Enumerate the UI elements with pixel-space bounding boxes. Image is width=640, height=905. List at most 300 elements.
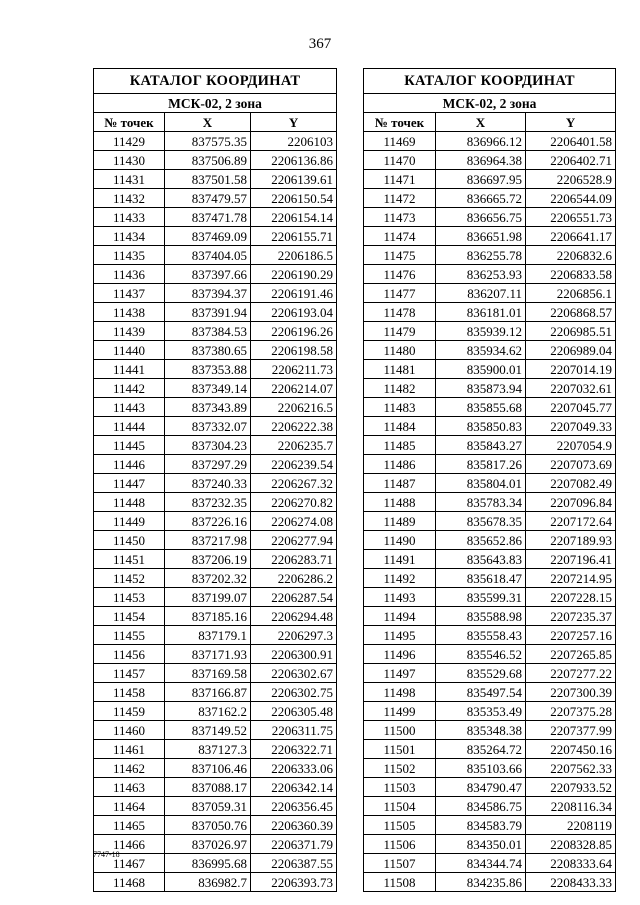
y-coordinate-cell: 2206333.06 <box>251 759 337 778</box>
table-row <box>364 512 616 531</box>
point-number-cell: 11455 <box>94 626 165 645</box>
table-row <box>94 455 337 474</box>
point-number-cell: 11492 <box>364 569 436 588</box>
table-row <box>364 341 616 360</box>
x-coordinate-cell: 837304.23 <box>165 436 251 455</box>
y-coordinate-cell: 2207014.19 <box>526 360 616 379</box>
page-number: 367 <box>308 36 332 52</box>
y-coordinate-cell: 2206856.1 <box>526 284 616 303</box>
point-number-cell: 11450 <box>94 531 165 550</box>
y-coordinate-cell: 2206270.82 <box>251 493 337 512</box>
x-coordinate-cell: 836665.72 <box>436 189 526 208</box>
x-coordinate-cell: 835783.34 <box>436 493 526 512</box>
table-row <box>94 550 337 569</box>
table-row <box>364 398 616 417</box>
point-number-cell: 11482 <box>364 379 436 398</box>
y-coordinate-cell: 2206103 <box>251 132 337 151</box>
x-coordinate-cell: 837059.31 <box>165 797 251 816</box>
table-row <box>94 284 337 303</box>
point-number-cell: 11483 <box>364 398 436 417</box>
y-coordinate-cell: 2206277.94 <box>251 531 337 550</box>
point-number-cell: 11477 <box>364 284 436 303</box>
point-number-cell: 11429 <box>94 132 165 151</box>
table-row <box>94 341 337 360</box>
point-number-cell: 11481 <box>364 360 436 379</box>
table-row <box>94 664 337 683</box>
y-coordinate-cell: 2207257.16 <box>526 626 616 645</box>
y-coordinate-cell: 2207172.64 <box>526 512 616 531</box>
table-subtitle: МСК-02, 2 зона <box>364 94 616 113</box>
point-number-cell: 11445 <box>94 436 165 455</box>
x-coordinate-cell: 834790.47 <box>436 778 526 797</box>
table-row <box>364 360 616 379</box>
x-coordinate-cell: 835900.01 <box>436 360 526 379</box>
table-row <box>364 721 616 740</box>
point-number-cell: 11456 <box>94 645 165 664</box>
point-number-cell: 11468 <box>94 873 165 892</box>
table-row <box>364 854 616 873</box>
table-row <box>364 189 616 208</box>
x-coordinate-cell: 834235.86 <box>436 873 526 892</box>
table-row <box>94 151 337 170</box>
x-coordinate-cell: 835529.68 <box>436 664 526 683</box>
y-coordinate-cell: 2206300.91 <box>251 645 337 664</box>
table-row <box>94 569 337 588</box>
table-row <box>364 797 616 816</box>
y-coordinate-cell: 2207228.15 <box>526 588 616 607</box>
table-title-row <box>94 69 337 94</box>
table-row <box>364 474 616 493</box>
point-number-cell: 11467 <box>94 854 165 873</box>
x-coordinate-cell: 834350.01 <box>436 835 526 854</box>
point-number-cell: 11486 <box>364 455 436 474</box>
x-coordinate-cell: 837380.65 <box>165 341 251 360</box>
table-row <box>94 227 337 246</box>
table-subtitle-row <box>94 94 337 113</box>
point-number-cell: 11437 <box>94 284 165 303</box>
point-number-cell: 11438 <box>94 303 165 322</box>
x-coordinate-cell: 836656.75 <box>436 208 526 227</box>
table-subtitle-row <box>364 94 616 113</box>
y-coordinate-cell: 2207049.33 <box>526 417 616 436</box>
x-coordinate-cell: 837394.37 <box>165 284 251 303</box>
x-coordinate-cell: 835652.86 <box>436 531 526 550</box>
x-coordinate-cell: 837397.66 <box>165 265 251 284</box>
y-coordinate-cell: 2207189.93 <box>526 531 616 550</box>
x-coordinate-cell: 837171.93 <box>165 645 251 664</box>
table-row <box>364 379 616 398</box>
table-row <box>94 512 337 531</box>
table-row <box>364 759 616 778</box>
header-x: X <box>436 113 526 132</box>
x-coordinate-cell: 835817.26 <box>436 455 526 474</box>
point-number-cell: 11507 <box>364 854 436 873</box>
point-number-cell: 11439 <box>94 322 165 341</box>
x-coordinate-cell: 836255.78 <box>436 246 526 265</box>
y-coordinate-cell: 2208119 <box>526 816 616 835</box>
coordinate-catalog-table-right <box>363 68 616 892</box>
y-coordinate-cell: 2208116.34 <box>526 797 616 816</box>
table-row <box>94 740 337 759</box>
y-coordinate-cell: 2207377.99 <box>526 721 616 740</box>
point-number-cell: 11497 <box>364 664 436 683</box>
table-row <box>364 208 616 227</box>
y-coordinate-cell: 2207265.85 <box>526 645 616 664</box>
table-row <box>364 873 616 892</box>
table-header-row <box>94 113 337 132</box>
point-number-cell: 11490 <box>364 531 436 550</box>
y-coordinate-cell: 2207933.52 <box>526 778 616 797</box>
y-coordinate-cell: 2206989.04 <box>526 341 616 360</box>
table-row <box>94 683 337 702</box>
x-coordinate-cell: 835804.01 <box>436 474 526 493</box>
table-header-row <box>364 113 616 132</box>
point-number-cell: 11488 <box>364 493 436 512</box>
y-coordinate-cell: 2206297.3 <box>251 626 337 645</box>
x-coordinate-cell: 837391.94 <box>165 303 251 322</box>
y-coordinate-cell: 2207214.95 <box>526 569 616 588</box>
y-coordinate-cell: 2206139.61 <box>251 170 337 189</box>
x-coordinate-cell: 837127.3 <box>165 740 251 759</box>
y-coordinate-cell: 2206302.75 <box>251 683 337 702</box>
x-coordinate-cell: 837471.78 <box>165 208 251 227</box>
point-number-cell: 11436 <box>94 265 165 284</box>
point-number-cell: 11434 <box>94 227 165 246</box>
point-number-cell: 11435 <box>94 246 165 265</box>
point-number-cell: 11479 <box>364 322 436 341</box>
table-row <box>364 455 616 474</box>
x-coordinate-cell: 837349.14 <box>165 379 251 398</box>
y-coordinate-cell: 2206356.45 <box>251 797 337 816</box>
table-row <box>94 531 337 550</box>
table-row <box>94 493 337 512</box>
point-number-cell: 11464 <box>94 797 165 816</box>
x-coordinate-cell: 835678.35 <box>436 512 526 531</box>
point-number-cell: 11506 <box>364 835 436 854</box>
table-row <box>94 854 337 873</box>
table-row <box>94 645 337 664</box>
table-row <box>94 417 337 436</box>
x-coordinate-cell: 836697.95 <box>436 170 526 189</box>
y-coordinate-cell: 2207054.9 <box>526 436 616 455</box>
point-number-cell: 11478 <box>364 303 436 322</box>
x-coordinate-cell: 837169.58 <box>165 664 251 683</box>
point-number-cell: 11466 <box>94 835 165 854</box>
x-coordinate-cell: 835103.66 <box>436 759 526 778</box>
y-coordinate-cell: 2206286.2 <box>251 569 337 588</box>
x-coordinate-cell: 837240.33 <box>165 474 251 493</box>
table-row <box>94 322 337 341</box>
point-number-cell: 11463 <box>94 778 165 797</box>
table-row <box>94 398 337 417</box>
table-row <box>364 417 616 436</box>
y-coordinate-cell: 2206342.14 <box>251 778 337 797</box>
x-coordinate-cell: 836253.93 <box>436 265 526 284</box>
x-coordinate-cell: 835348.38 <box>436 721 526 740</box>
point-number-cell: 11508 <box>364 873 436 892</box>
table-row <box>364 778 616 797</box>
x-coordinate-cell: 837332.07 <box>165 417 251 436</box>
x-coordinate-cell: 836995.68 <box>165 854 251 873</box>
table-row <box>94 132 337 151</box>
y-coordinate-cell: 2206528.9 <box>526 170 616 189</box>
y-coordinate-cell: 2207073.69 <box>526 455 616 474</box>
y-coordinate-cell: 2207562.33 <box>526 759 616 778</box>
table-row <box>94 835 337 854</box>
point-number-cell: 11504 <box>364 797 436 816</box>
y-coordinate-cell: 2206267.32 <box>251 474 337 493</box>
table-row <box>94 436 337 455</box>
x-coordinate-cell: 835618.47 <box>436 569 526 588</box>
y-coordinate-cell: 2207096.84 <box>526 493 616 512</box>
header-y: Y <box>526 113 616 132</box>
table-row <box>364 683 616 702</box>
table-row <box>94 170 337 189</box>
x-coordinate-cell: 836181.01 <box>436 303 526 322</box>
table-row <box>364 436 616 455</box>
x-coordinate-cell: 835588.98 <box>436 607 526 626</box>
point-number-cell: 11493 <box>364 588 436 607</box>
header-point-number: № точек <box>94 113 165 132</box>
y-coordinate-cell: 2206371.79 <box>251 835 337 854</box>
point-number-cell: 11471 <box>364 170 436 189</box>
y-coordinate-cell: 2206155.71 <box>251 227 337 246</box>
y-coordinate-cell: 2206239.54 <box>251 455 337 474</box>
x-coordinate-cell: 837185.16 <box>165 607 251 626</box>
point-number-cell: 11491 <box>364 550 436 569</box>
x-coordinate-cell: 835497.54 <box>436 683 526 702</box>
y-coordinate-cell: 2206387.55 <box>251 854 337 873</box>
point-number-cell: 11503 <box>364 778 436 797</box>
x-coordinate-cell: 837050.76 <box>165 816 251 835</box>
y-coordinate-cell: 2206305.48 <box>251 702 337 721</box>
table-row <box>364 246 616 265</box>
table-row <box>94 702 337 721</box>
y-coordinate-cell: 2206193.04 <box>251 303 337 322</box>
table-row <box>364 493 616 512</box>
table-row <box>364 265 616 284</box>
point-number-cell: 11499 <box>364 702 436 721</box>
point-number-cell: 11440 <box>94 341 165 360</box>
x-coordinate-cell: 837404.05 <box>165 246 251 265</box>
header-x: X <box>165 113 251 132</box>
x-coordinate-cell: 837206.19 <box>165 550 251 569</box>
x-coordinate-cell: 834583.79 <box>436 816 526 835</box>
point-number-cell: 11462 <box>94 759 165 778</box>
point-number-cell: 11475 <box>364 246 436 265</box>
point-number-cell: 11484 <box>364 417 436 436</box>
x-coordinate-cell: 837506.89 <box>165 151 251 170</box>
y-coordinate-cell: 2206222.38 <box>251 417 337 436</box>
y-coordinate-cell: 2207045.77 <box>526 398 616 417</box>
y-coordinate-cell: 2207032.61 <box>526 379 616 398</box>
point-number-cell: 11446 <box>94 455 165 474</box>
table-row <box>364 816 616 835</box>
table-row <box>94 607 337 626</box>
table-row <box>94 474 337 493</box>
y-coordinate-cell: 2206322.71 <box>251 740 337 759</box>
x-coordinate-cell: 835558.43 <box>436 626 526 645</box>
y-coordinate-cell: 2206868.57 <box>526 303 616 322</box>
point-number-cell: 11447 <box>94 474 165 493</box>
x-coordinate-cell: 835599.31 <box>436 588 526 607</box>
table-row <box>364 303 616 322</box>
point-number-cell: 11474 <box>364 227 436 246</box>
table-row <box>94 360 337 379</box>
y-coordinate-cell: 2206302.67 <box>251 664 337 683</box>
point-number-cell: 11454 <box>94 607 165 626</box>
table-row <box>364 531 616 550</box>
y-coordinate-cell: 2206832.6 <box>526 246 616 265</box>
y-coordinate-cell: 2206136.86 <box>251 151 337 170</box>
x-coordinate-cell: 835873.94 <box>436 379 526 398</box>
table-row <box>94 189 337 208</box>
x-coordinate-cell: 837026.97 <box>165 835 251 854</box>
table-row <box>94 246 337 265</box>
x-coordinate-cell: 837226.16 <box>165 512 251 531</box>
point-number-cell: 11505 <box>364 816 436 835</box>
y-coordinate-cell: 2206551.73 <box>526 208 616 227</box>
x-coordinate-cell: 837232.35 <box>165 493 251 512</box>
x-coordinate-cell: 834586.75 <box>436 797 526 816</box>
x-coordinate-cell: 837199.07 <box>165 588 251 607</box>
x-coordinate-cell: 835264.72 <box>436 740 526 759</box>
table-row <box>94 379 337 398</box>
x-coordinate-cell: 837297.29 <box>165 455 251 474</box>
point-number-cell: 11494 <box>364 607 436 626</box>
table-title: КАТАЛОГ КООРДИНАТ <box>364 69 616 94</box>
table-row <box>364 170 616 189</box>
point-number-cell: 11476 <box>364 265 436 284</box>
table-row <box>94 721 337 740</box>
y-coordinate-cell: 2206150.54 <box>251 189 337 208</box>
point-number-cell: 11441 <box>94 360 165 379</box>
x-coordinate-cell: 837501.58 <box>165 170 251 189</box>
point-number-cell: 11460 <box>94 721 165 740</box>
y-coordinate-cell: 2207375.28 <box>526 702 616 721</box>
x-coordinate-cell: 837479.57 <box>165 189 251 208</box>
coordinate-catalog-table-left <box>93 68 337 892</box>
header-point-number: № точек <box>364 113 436 132</box>
point-number-cell: 11496 <box>364 645 436 664</box>
y-coordinate-cell: 2206287.54 <box>251 588 337 607</box>
y-coordinate-cell: 2206190.29 <box>251 265 337 284</box>
point-number-cell: 11469 <box>364 132 436 151</box>
y-coordinate-cell: 2206393.73 <box>251 873 337 892</box>
table-row <box>94 778 337 797</box>
y-coordinate-cell: 2206294.48 <box>251 607 337 626</box>
point-number-cell: 11459 <box>94 702 165 721</box>
point-number-cell: 11452 <box>94 569 165 588</box>
x-coordinate-cell: 837106.46 <box>165 759 251 778</box>
y-coordinate-cell: 2206401.58 <box>526 132 616 151</box>
x-coordinate-cell: 835546.52 <box>436 645 526 664</box>
y-coordinate-cell: 2206198.58 <box>251 341 337 360</box>
x-coordinate-cell: 835353.49 <box>436 702 526 721</box>
y-coordinate-cell: 2206191.46 <box>251 284 337 303</box>
point-number-cell: 11433 <box>94 208 165 227</box>
point-number-cell: 11472 <box>364 189 436 208</box>
x-coordinate-cell: 836966.12 <box>436 132 526 151</box>
y-coordinate-cell: 2207196.41 <box>526 550 616 569</box>
point-number-cell: 11442 <box>94 379 165 398</box>
table-row <box>94 873 337 892</box>
table-title-row <box>364 69 616 94</box>
point-number-cell: 11470 <box>364 151 436 170</box>
y-coordinate-cell: 2206402.71 <box>526 151 616 170</box>
point-number-cell: 11500 <box>364 721 436 740</box>
table-row <box>364 702 616 721</box>
table-row <box>364 626 616 645</box>
x-coordinate-cell: 834344.74 <box>436 854 526 873</box>
point-number-cell: 11444 <box>94 417 165 436</box>
table-row <box>364 322 616 341</box>
point-number-cell: 11501 <box>364 740 436 759</box>
x-coordinate-cell: 835850.83 <box>436 417 526 436</box>
y-coordinate-cell: 2207300.39 <box>526 683 616 702</box>
point-number-cell: 11449 <box>94 512 165 531</box>
x-coordinate-cell: 837088.17 <box>165 778 251 797</box>
x-coordinate-cell: 837353.88 <box>165 360 251 379</box>
y-coordinate-cell: 2206235.7 <box>251 436 337 455</box>
y-coordinate-cell: 2207235.37 <box>526 607 616 626</box>
point-number-cell: 11485 <box>364 436 436 455</box>
table-row <box>364 151 616 170</box>
y-coordinate-cell: 2206833.58 <box>526 265 616 284</box>
y-coordinate-cell: 2206214.07 <box>251 379 337 398</box>
point-number-cell: 11487 <box>364 474 436 493</box>
y-coordinate-cell: 2206196.26 <box>251 322 337 341</box>
y-coordinate-cell: 2208328.85 <box>526 835 616 854</box>
y-coordinate-cell: 2206186.5 <box>251 246 337 265</box>
y-coordinate-cell: 2206211.73 <box>251 360 337 379</box>
point-number-cell: 11498 <box>364 683 436 702</box>
point-number-cell: 11448 <box>94 493 165 512</box>
header-y: Y <box>251 113 337 132</box>
point-number-cell: 11432 <box>94 189 165 208</box>
y-coordinate-cell: 2208333.64 <box>526 854 616 873</box>
table-row <box>94 816 337 835</box>
point-number-cell: 11431 <box>94 170 165 189</box>
y-coordinate-cell: 2206154.14 <box>251 208 337 227</box>
y-coordinate-cell: 2206311.75 <box>251 721 337 740</box>
table-title: КАТАЛОГ КООРДИНАТ <box>94 69 337 94</box>
point-number-cell: 11443 <box>94 398 165 417</box>
point-number-cell: 11465 <box>94 816 165 835</box>
point-number-cell: 11457 <box>94 664 165 683</box>
table-row <box>94 303 337 322</box>
table-row <box>364 645 616 664</box>
x-coordinate-cell: 835855.68 <box>436 398 526 417</box>
table-row <box>94 265 337 284</box>
table-row <box>364 607 616 626</box>
table-row <box>364 588 616 607</box>
x-coordinate-cell: 835643.83 <box>436 550 526 569</box>
x-coordinate-cell: 837162.2 <box>165 702 251 721</box>
x-coordinate-cell: 837469.09 <box>165 227 251 246</box>
x-coordinate-cell: 837343.89 <box>165 398 251 417</box>
point-number-cell: 11473 <box>364 208 436 227</box>
point-number-cell: 11480 <box>364 341 436 360</box>
table-row <box>94 797 337 816</box>
table-row <box>94 208 337 227</box>
point-number-cell: 11502 <box>364 759 436 778</box>
x-coordinate-cell: 835843.27 <box>436 436 526 455</box>
x-coordinate-cell: 836651.98 <box>436 227 526 246</box>
table-row <box>94 759 337 778</box>
table-row <box>364 227 616 246</box>
x-coordinate-cell: 835939.12 <box>436 322 526 341</box>
